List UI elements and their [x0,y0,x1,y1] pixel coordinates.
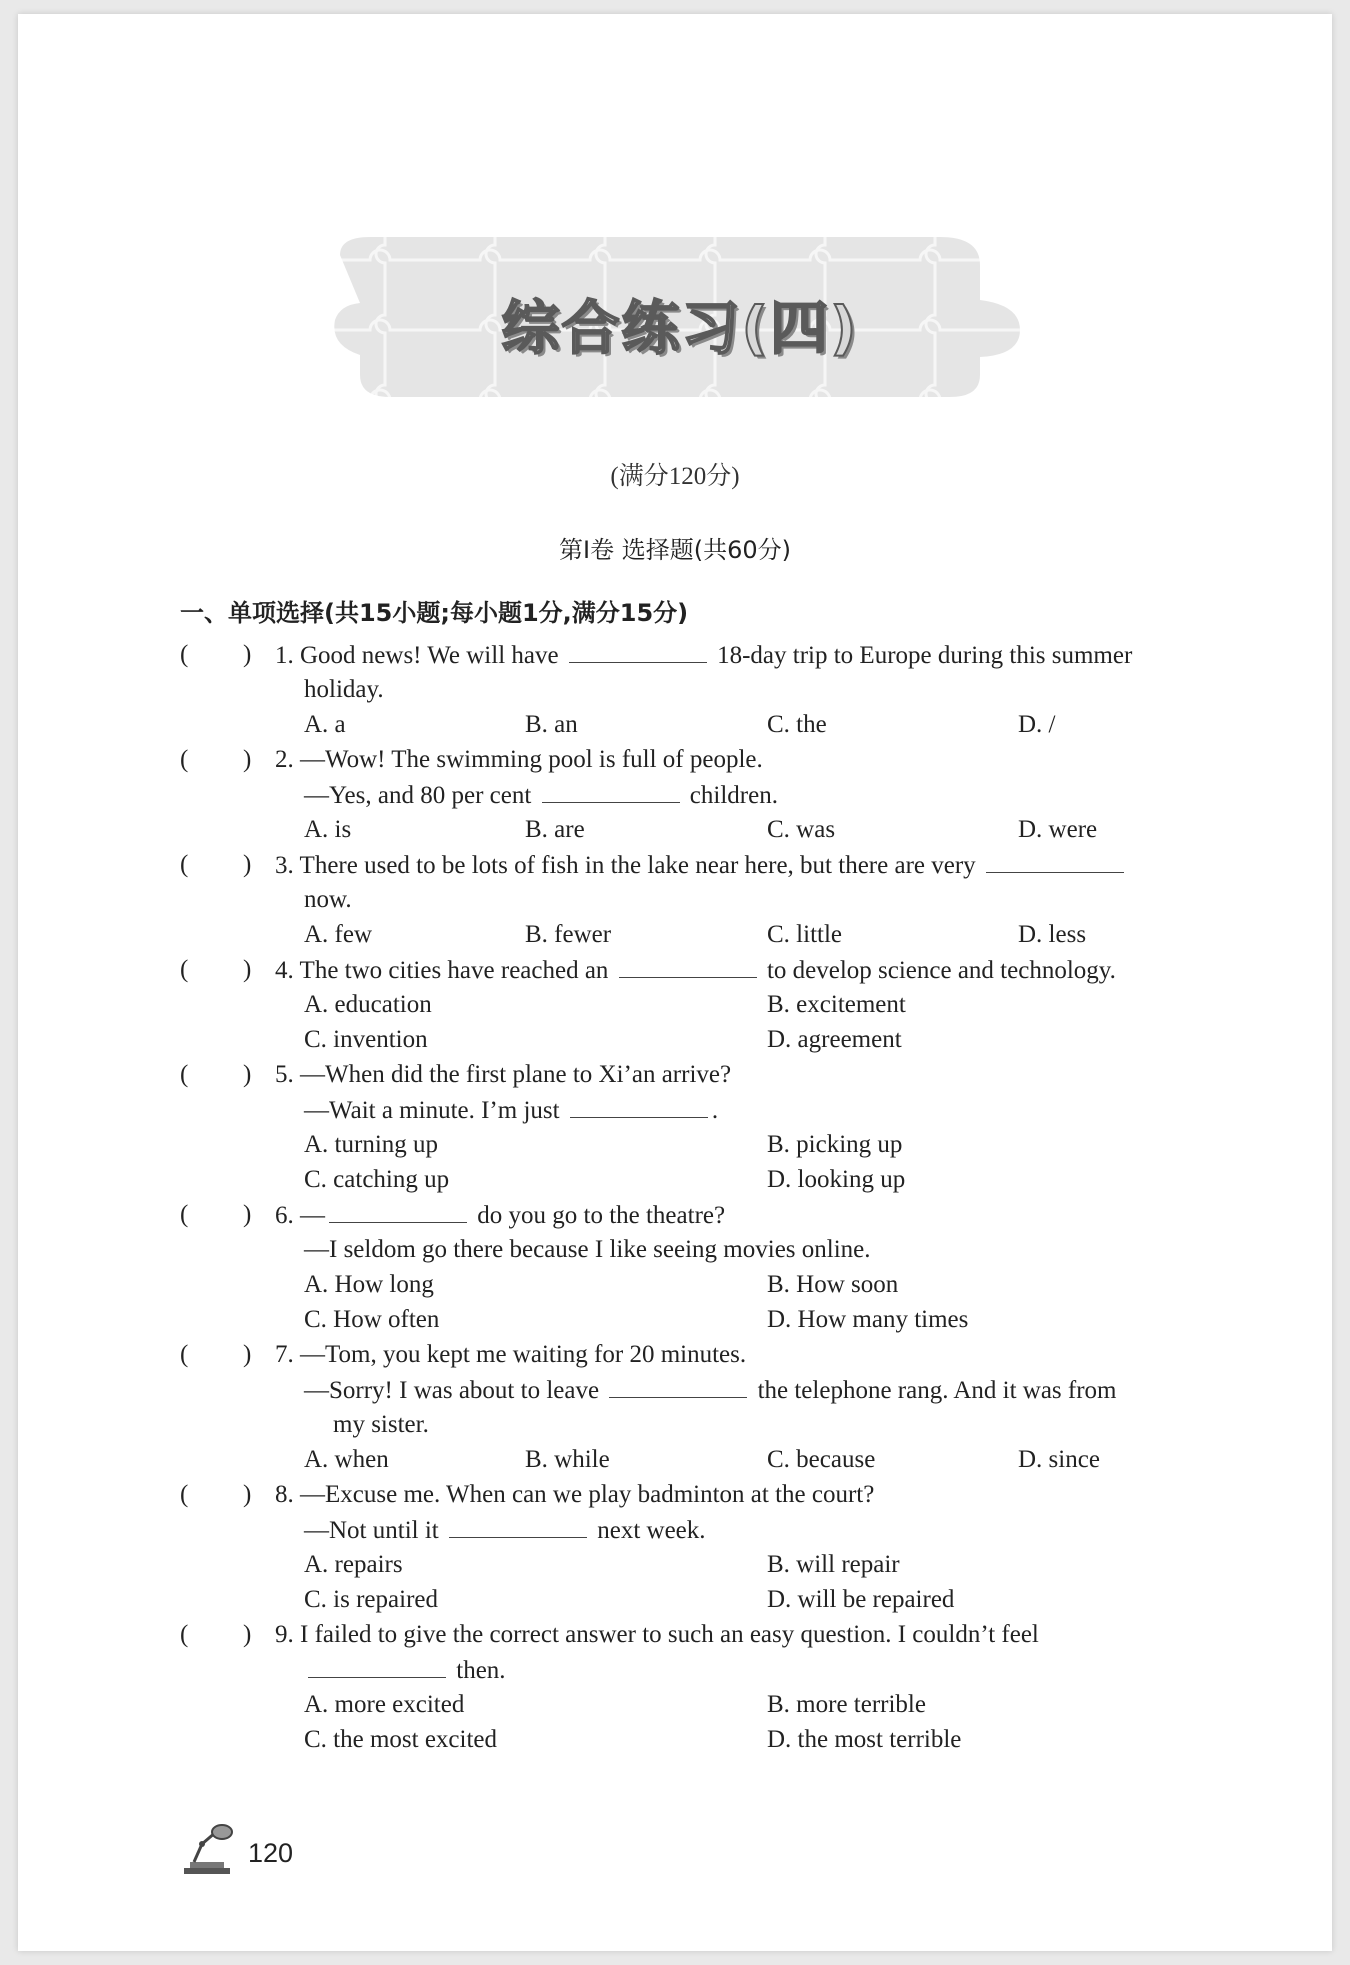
question-line [304,1655,506,1686]
option-a: A. repairs [304,1551,403,1578]
option-a: A. education [304,991,432,1018]
question-text: the telephone rang. And it was from [751,1377,1117,1404]
option-a: A. How long [304,1271,434,1298]
answer-blank [570,1095,708,1118]
option-c: C. because [767,1446,876,1473]
question-text: 18-day trip to Europe during this summer [710,642,1133,669]
answer-blank [329,1200,467,1223]
option-c: C. is repaired [304,1586,438,1613]
question-text: —Yes, and 80 per cent [304,782,538,809]
answer-paren-close: ) [243,851,252,878]
question-text: now. [304,886,352,913]
question-text: —Not until it [304,1517,445,1544]
option-b: B. while [525,1446,610,1473]
option-c: C. the [767,711,827,738]
option-b: B. picking up [767,1131,903,1158]
answer-paren-close: ) [243,1061,252,1088]
question-text: 5. —When did the first plane to Xi’an arrive? [275,1061,732,1088]
question-text: children. [683,782,778,809]
answer-paren-close: ) [243,956,252,983]
question-line [304,675,384,705]
question-text: —Sorry! I was about to leave [304,1377,606,1404]
question-text: 7. —Tom, you kept me waiting for 20 minutes. [275,1341,747,1368]
question-text: —Wait a minute. I’m just [304,1097,566,1124]
option-d: D. agreement [767,1026,902,1053]
option-c: C. little [767,921,842,948]
option-b: B. more terrible [767,1691,926,1718]
answer-paren-close: ) [243,1341,252,1368]
title-banner [330,225,1030,410]
question-text: 6. — [275,1202,325,1229]
question-text: —I seldom go there because I like seeing movies online. [304,1236,871,1263]
question-text: 9. I failed to give the correct answer to such an easy question. I couldn’t feel [275,1621,1039,1648]
answer-blank [619,955,757,978]
option-d: D. were [1018,816,1098,843]
question-text: 8. —Excuse me. When can we play badminton at the court? [275,1481,875,1508]
question-text: to develop science and technology. [760,957,1116,984]
question-line [304,1515,706,1546]
question-line [275,1340,746,1370]
section-title: 第Ⅰ卷 选择题(共60分) [559,536,791,564]
option-d: D. looking up [767,1166,906,1193]
option-a: A. few [304,921,373,948]
question-text: holiday. [304,676,384,703]
option-c: C. the most excited [304,1726,498,1753]
question-text: 1. Good news! We will have [275,642,565,669]
question-line [275,850,1128,881]
question-line [275,745,763,775]
question-text: . [711,1097,719,1124]
option-a: A. a [304,711,346,738]
option-d: D. How many times [767,1306,969,1333]
answer-paren-open: ( [180,1341,189,1368]
answer-paren-close: ) [243,641,252,668]
question-line [275,1060,731,1090]
question-line [275,1620,1039,1650]
option-b: B. will repair [767,1551,900,1578]
question-line [304,1095,718,1126]
option-a: A. more excited [304,1691,465,1718]
option-c: C. How often [304,1306,440,1333]
answer-paren-open: ( [180,641,189,668]
option-d: D. less [1018,921,1087,948]
option-d: D. will be repaired [767,1586,955,1613]
option-b: B. How soon [767,1271,899,1298]
answer-paren-open: ( [180,851,189,878]
page-footer [180,1820,330,1880]
answer-paren-close: ) [243,1481,252,1508]
answer-paren-open: ( [180,956,189,983]
answer-blank [986,850,1124,873]
question-line [333,1410,429,1440]
answer-paren-open: ( [180,746,189,773]
question-text: do you go to the theatre? [471,1202,726,1229]
question-line [304,780,778,811]
option-c: C. was [767,816,836,843]
option-d: D. since [1018,1446,1100,1473]
answer-paren-close: ) [243,1621,252,1648]
question-line [275,1200,725,1231]
question-line [304,885,352,915]
answer-blank [308,1655,446,1678]
page-title: 综合练习(四) [501,294,859,362]
answer-paren-open: ( [180,1621,189,1648]
option-b: B. are [525,816,585,843]
option-a: A. when [304,1446,389,1473]
option-c: C. invention [304,1026,428,1053]
option-b: B. fewer [525,921,612,948]
question-text: 4. The two cities have reached an [275,957,615,984]
option-b: B. an [525,711,578,738]
answer-blank [609,1375,747,1398]
question-line [275,1480,874,1510]
answer-blank [569,640,707,663]
page-number: 120 [248,1838,294,1868]
question-text: my sister. [333,1411,429,1438]
question-line [275,640,1132,671]
question-text: 2. —Wow! The swimming pool is full of people. [275,746,763,773]
question-text: next week. [590,1517,706,1544]
answer-blank [449,1515,587,1538]
option-d: D. the most terrible [767,1726,962,1753]
option-c: C. catching up [304,1166,450,1193]
option-a: A. turning up [304,1131,439,1158]
option-b: B. excitement [767,991,906,1018]
answer-paren-close: ) [243,1201,252,1228]
answer-blank [542,780,680,803]
question-line [304,1235,871,1265]
option-d: D. / [1018,711,1056,738]
desk-lamp-icon [180,1820,240,1876]
score-note: (满分120分) [610,463,740,490]
part-heading: 一、单项选择(共15小题;每小题1分,满分15分) [180,599,689,627]
answer-paren-close: ) [243,746,252,773]
answer-paren-open: ( [180,1061,189,1088]
question-text: then. [450,1657,506,1684]
question-text: 3. There used to be lots of fish in the lake near here, but there are very [275,852,982,879]
answer-paren-open: ( [180,1201,189,1228]
question-line [304,1375,1117,1406]
question-line [275,955,1116,986]
answer-paren-open: ( [180,1481,189,1508]
option-a: A. is [304,816,352,843]
